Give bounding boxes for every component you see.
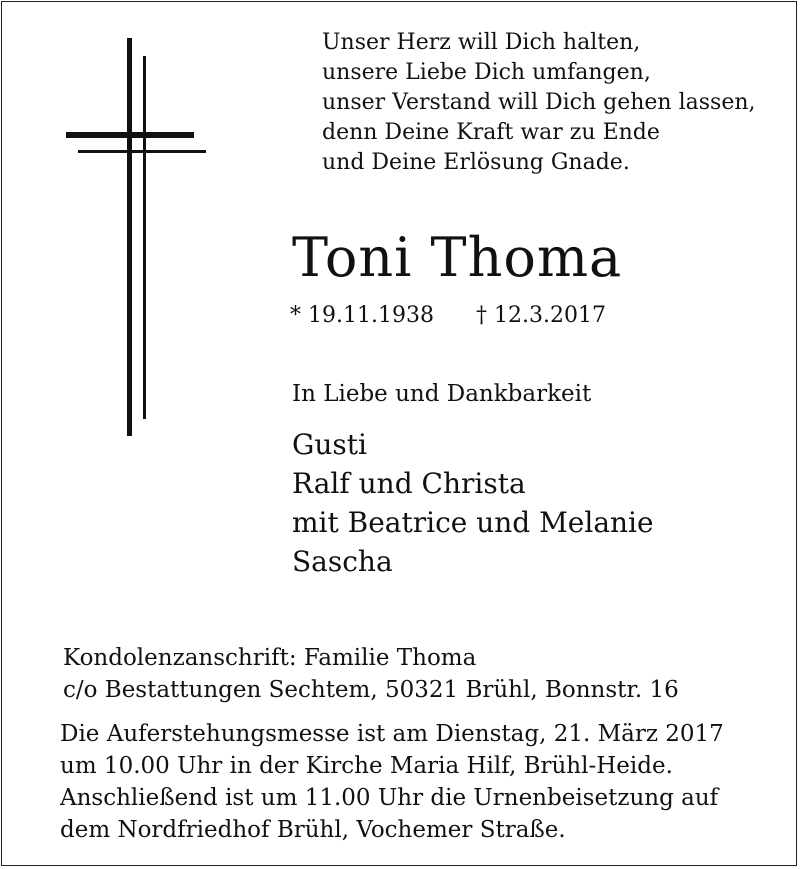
mourner-line: Ralf und Christa	[292, 467, 526, 500]
mourners-intro: In Liebe und Dankbarkeit	[292, 381, 592, 407]
poem-line: unser Verstand will Dich gehen lassen,	[322, 90, 756, 115]
poem-line: denn Deine Kraft war zu Ende	[322, 120, 660, 145]
mourner-line: mit Beatrice und Melanie	[292, 506, 654, 539]
condolence-line: c/o Bestattungen Sechtem, 50321 Brühl, Bonnstr. 16	[63, 677, 679, 703]
condolence-address	[63, 642, 679, 706]
mourners-list	[292, 425, 654, 581]
deceased-name: Toni Thoma	[292, 226, 623, 289]
service-line: um 10.00 Uhr in der Kirche Maria Hilf, Brühl-Heide.	[60, 753, 673, 779]
poem-line: unsere Liebe Dich umfangen,	[322, 60, 651, 85]
service-line: dem Nordfriedhof Brühl, Vochemer Straße.	[60, 817, 566, 843]
poem-line: und Deine Erlösung Gnade.	[322, 150, 630, 175]
service-line: Anschließend ist um 11.00 Uhr die Urnenbeisetzung auf	[60, 785, 719, 811]
birth-date: * 19.11.1938	[290, 303, 434, 328]
mourner-line: Gusti	[292, 428, 367, 461]
poem-line: Unser Herz will Dich halten,	[322, 30, 641, 55]
service-line: Die Auferstehungsmesse ist am Dienstag, 21. März 2017	[60, 721, 724, 747]
service-info	[60, 718, 724, 846]
cross-icon	[0, 0, 220, 450]
memorial-poem	[322, 28, 782, 178]
condolence-line: Kondolenzanschrift: Familie Thoma	[63, 645, 477, 671]
death-date: † 12.3.2017	[476, 303, 606, 328]
mourner-line: Sascha	[292, 545, 393, 578]
